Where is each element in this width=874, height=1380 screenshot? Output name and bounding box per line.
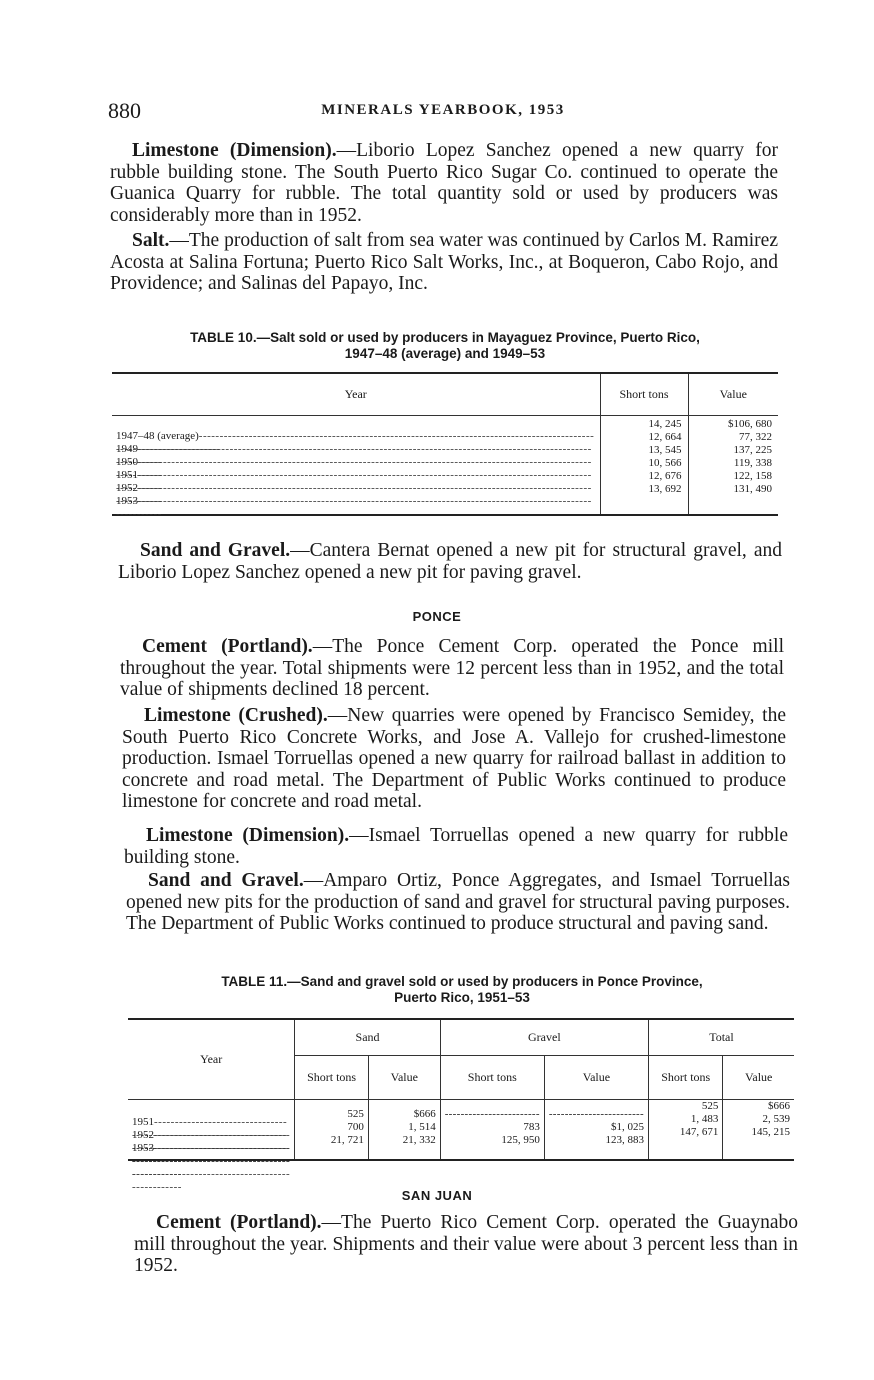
table-10-value-column: $106, 680 77, 322 137, 225 119, 338 122, 158 131, 490 — [688, 415, 778, 515]
table-row-year: 1951 ----- — [116, 469, 596, 482]
empty-cell-dashes — [445, 1108, 540, 1121]
page-number: 880 — [108, 98, 141, 123]
table-11-sand-tons-column: 525 700 21, 721 — [295, 1099, 369, 1160]
paragraph-limestone-dimension: Limestone (Dimension).—Liborio Lopez Sanchez opened a new quarry for rubble building stone. The South Puerto Rico Sugar Co. continued to operate the Guanica Quarry for rubble. The total quantity sold or used by producers was considerably more than in 1952. — [110, 140, 778, 226]
paragraph-limestone-crushed: Limestone (Crushed).—New quarries were opened by Francisco Semidey, the South Puerto Rico Concrete Works, and Jose A. Vallejo for crushed-limestone production. Ismael Torruellas opened a new quarry for railroad ballast in addition to concrete and road metal. The Department of Public Works continued to produce limestone for concrete and road metal. — [122, 705, 786, 812]
table-11-header-sand-tons: Short tons — [295, 1055, 369, 1099]
table-row-year: 1950 ----- — [116, 456, 596, 469]
table-11-total-value-column: $666 2, 539 145, 215 — [723, 1099, 794, 1160]
table-11 — [128, 1018, 794, 1161]
paragraph-cement-san-juan: Cement (Portland).—The Puerto Rico Cement Corp. operated the Guaynabo mill throughout the year. Shipments and their value were about 3 percent less than in 1952. — [134, 1212, 798, 1276]
table-11-header-year: Year — [128, 1019, 295, 1099]
table-11-header-sand: Sand — [295, 1019, 440, 1055]
table-11-total-tons-column: 525 1, 483 147, 671 — [648, 1099, 722, 1160]
table-10-header-short-tons: Short tons — [600, 373, 688, 415]
running-title: MINERALS YEARBOOK, 1953 — [321, 102, 565, 118]
table-row-year: 1947–48 (average) ----- — [116, 430, 596, 443]
paragraph-cement-ponce: Cement (Portland).—The Ponce Cement Corp. operated the Ponce mill throughout the year. Total shipments were 12 percent less than in 1952, and the total value of shipments declined 18 percent. — [120, 636, 784, 700]
table-11-year-column — [128, 1099, 295, 1160]
table-10-short-tons-column: 14, 245 12, 664 13, 545 10, 566 12, 676 13, 692 — [600, 415, 688, 515]
table-11-header-total-tons: Short tons — [648, 1055, 722, 1099]
table-10-year-column — [112, 415, 600, 515]
table-11-header-gravel: Gravel — [440, 1019, 648, 1055]
table-11-gravel-value-column: ----- $1, 025 123, 883 — [544, 1099, 648, 1160]
table-10-header-year: Year — [344, 386, 367, 401]
table-row-year: 1952 ----- — [116, 482, 596, 495]
table-11-sand-value-column: $666 1, 514 21, 332 — [368, 1099, 440, 1160]
table-11-header-total: Total — [648, 1019, 794, 1055]
table-10 — [112, 372, 778, 516]
table-11-caption: TABLE 11.—Sand and gravel sold or used by producers in Ponce Province, Puerto Rico, 1951–53 — [221, 974, 703, 1005]
paragraph-limestone-dimension-ponce: Limestone (Dimension).—Ismael Torruellas opened a new quarry for rubble building stone. — [124, 825, 788, 868]
paragraph-sand-gravel-mayaguez: Sand and Gravel.—Cantera Bernat opened a new pit for structural gravel, and Liborio Lopez Sanchez opened a new pit for paving gravel. — [118, 540, 783, 583]
table-11-gravel-tons-column: ----- 783 125, 950 — [440, 1099, 544, 1160]
table-row-year: 1953 ----- — [132, 1142, 290, 1155]
table-11-header-total-value: Value — [723, 1055, 794, 1099]
paragraph-salt: Salt.—The production of salt from sea water was continued by Carlos M. Ramirez Acosta at Salina Fortuna; Puerto Rico Salt Works, Inc., at Boqueron, Cabo Rojo, and Providence; and Salinas del Papayo, Inc. — [110, 230, 778, 294]
table-10-header-value: Value — [688, 373, 778, 415]
paragraph-sand-gravel-ponce: Sand and Gravel.—Amparo Ortiz, Ponce Aggregates, and Ismael Torruellas opened new pits for the production of sand and gravel for structural paving purposes. The Department of Public Works continued to produce structural and paving sand. — [126, 870, 790, 934]
table-11-header-sand-value: Value — [368, 1055, 440, 1099]
table-row-year: 1949 ----- — [116, 443, 596, 456]
page-header — [108, 98, 778, 128]
table-row-year: 1951 ----- — [132, 1116, 290, 1129]
table-row-year: 1952 ----- — [132, 1129, 290, 1142]
table-10-caption: TABLE 10.—Salt sold or used by producers in Mayaguez Province, Puerto Rico, 1947–48 (average) and 1949–53 — [190, 330, 700, 361]
section-heading-san-juan: SAN JUAN — [401, 1188, 473, 1203]
table-11-header-gravel-tons: Short tons — [440, 1055, 544, 1099]
section-heading-ponce: PONCE — [412, 609, 462, 624]
table-row-year: 1953 ----- — [116, 495, 596, 508]
table-11-header-gravel-value: Value — [544, 1055, 648, 1099]
empty-cell-dashes — [549, 1108, 644, 1121]
